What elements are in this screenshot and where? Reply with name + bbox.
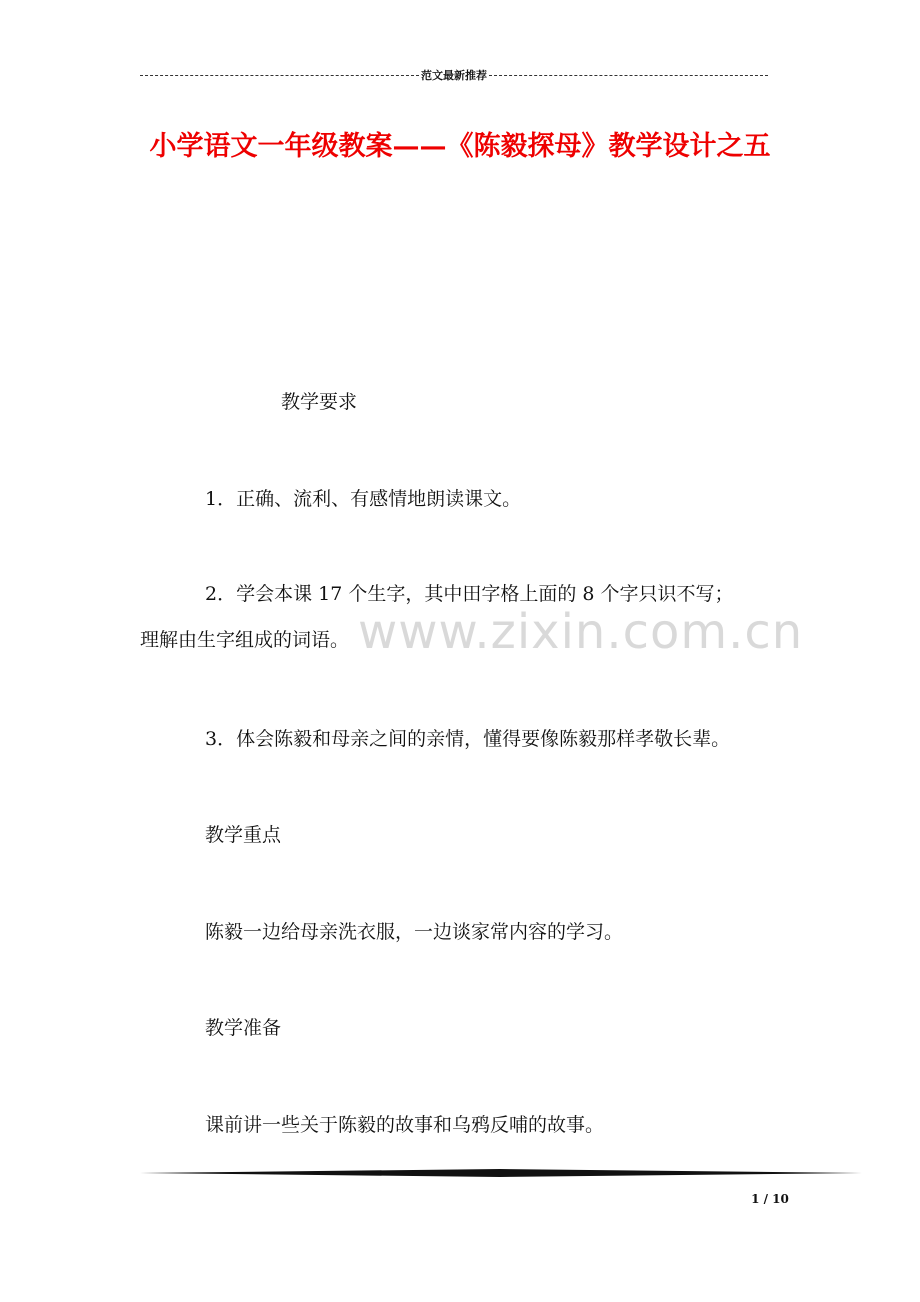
requirement-item-3: 3．体会陈毅和母亲之间的亲情，懂得要像陈毅那样孝敬长辈。 [205, 728, 731, 750]
header-dashes-left [140, 75, 419, 76]
footer-divider [140, 1166, 862, 1180]
document-title: 小学语文一年级教案——《陈毅探母》教学设计之五 [149, 131, 771, 162]
focus-text: 陈毅一边给母亲洗衣服，一边谈家常内容的学习。 [205, 921, 624, 943]
header-dashes-right [489, 75, 768, 76]
requirement-item-2-line-1: 2．学会本课 17 个生字，其中田字格上面的 8 个字只识不写； [205, 583, 734, 605]
watermark: www.zixin.com.cn [358, 604, 804, 660]
requirements-heading: 教学要求 [281, 391, 358, 413]
preparation-heading: 教学准备 [205, 1017, 282, 1039]
page-number: 1 / 10 [751, 1192, 789, 1206]
requirement-item-2-line-2: 理解由生字组成的词语。 [140, 629, 350, 651]
preparation-text: 课前讲一些关于陈毅的故事和乌鸦反哺的故事。 [205, 1114, 605, 1136]
header-label: 范文最新推荐 [421, 69, 487, 82]
header-rule [140, 66, 768, 84]
focus-heading: 教学重点 [205, 824, 282, 846]
requirement-item-1: 1．正确、流利、有感情地朗读课文。 [205, 488, 522, 510]
